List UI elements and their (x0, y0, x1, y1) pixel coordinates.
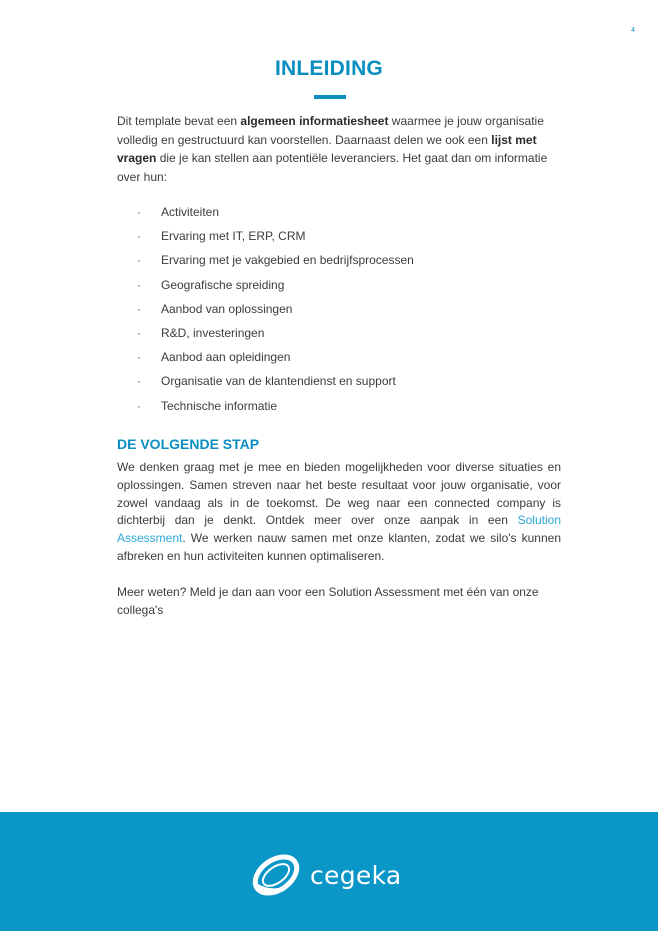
info-bullet-list (137, 201, 414, 419)
list-item-label: Organisatie van de klantendienst en support (161, 374, 396, 389)
bullet-icon: · (137, 398, 141, 413)
list-item-label: Ervaring met IT, ERP, CRM (161, 229, 306, 244)
list-item (137, 201, 414, 225)
list-item (137, 249, 414, 273)
bullet-icon: · (137, 350, 141, 365)
intro-bold-2: lijst met vragen (117, 132, 537, 165)
closing-paragraph: Meer weten? Meld je dan aan voor een Solution Assessment met één van onze collega's (117, 585, 539, 617)
list-item-label: Geografische spreiding (161, 277, 285, 292)
next-step-paragraph (117, 459, 561, 566)
brand-logo (250, 850, 420, 900)
list-item (137, 322, 414, 346)
list-item (137, 370, 414, 394)
bullet-icon: · (137, 325, 141, 340)
intro-bold-1: algemeen informatiesheet (240, 114, 389, 128)
bullet-icon: · (137, 301, 141, 316)
bullet-icon: · (137, 253, 141, 268)
intro-text-2: waarmee je jouw organisatie volledig en gestructuurd kan voorstellen. Daarnaast delen we ook een (117, 114, 544, 147)
list-item (137, 225, 414, 249)
page-number: 4 (631, 27, 635, 34)
list-item (137, 395, 414, 419)
intro-text-3: die je kan stellen aan potentiële leveranciers. Het gaat dan om informatie over hun: (117, 151, 548, 184)
list-item-label: Technische informatie (161, 398, 278, 413)
list-item-label: Aanbod aan opleidingen (161, 350, 291, 365)
next-step-text-2: . We werken nauw samen met onze klanten, zodat we silo's kunnen afbreken en hun activiteiten kunnen optimaliseren. (117, 531, 561, 563)
list-item-label: Ervaring met je vakgebied en bedrijfsprocessen (161, 253, 414, 268)
bullet-icon: · (137, 277, 141, 292)
list-item (137, 298, 414, 322)
intro-paragraph (117, 112, 561, 186)
brand-name: cegeka (310, 860, 402, 890)
bullet-icon: · (137, 229, 141, 244)
next-step-text-1: We denken graag met je mee en bieden mogelijkheden voor diverse situaties en oplossingen. Samen streven naar het beste resultaat voor jouw organisatie, voor zowel vandaag als in de toekomst. De weg naar een connected company is dichterbij dan je denkt. Ontdek meer over onze aanpak in een (117, 460, 561, 528)
page-title: INLEIDING (275, 57, 383, 80)
list-item-label: Aanbod van oplossingen (161, 301, 293, 316)
intro-text-1: Dit template bevat een (117, 114, 241, 128)
list-item-label: Activiteiten (161, 205, 220, 219)
list-item (137, 274, 414, 298)
list-item (137, 346, 414, 370)
bullet-icon: · (137, 374, 141, 389)
cegeka-logo-icon (250, 851, 302, 899)
bullet-icon: · (137, 205, 141, 219)
solution-assessment-link[interactable]: Solution Assessment (117, 513, 561, 546)
section-heading-next-step: DE VOLGENDE STAP (117, 436, 260, 452)
title-underline (314, 95, 346, 99)
list-item-label: R&D, investeringen (161, 325, 265, 340)
